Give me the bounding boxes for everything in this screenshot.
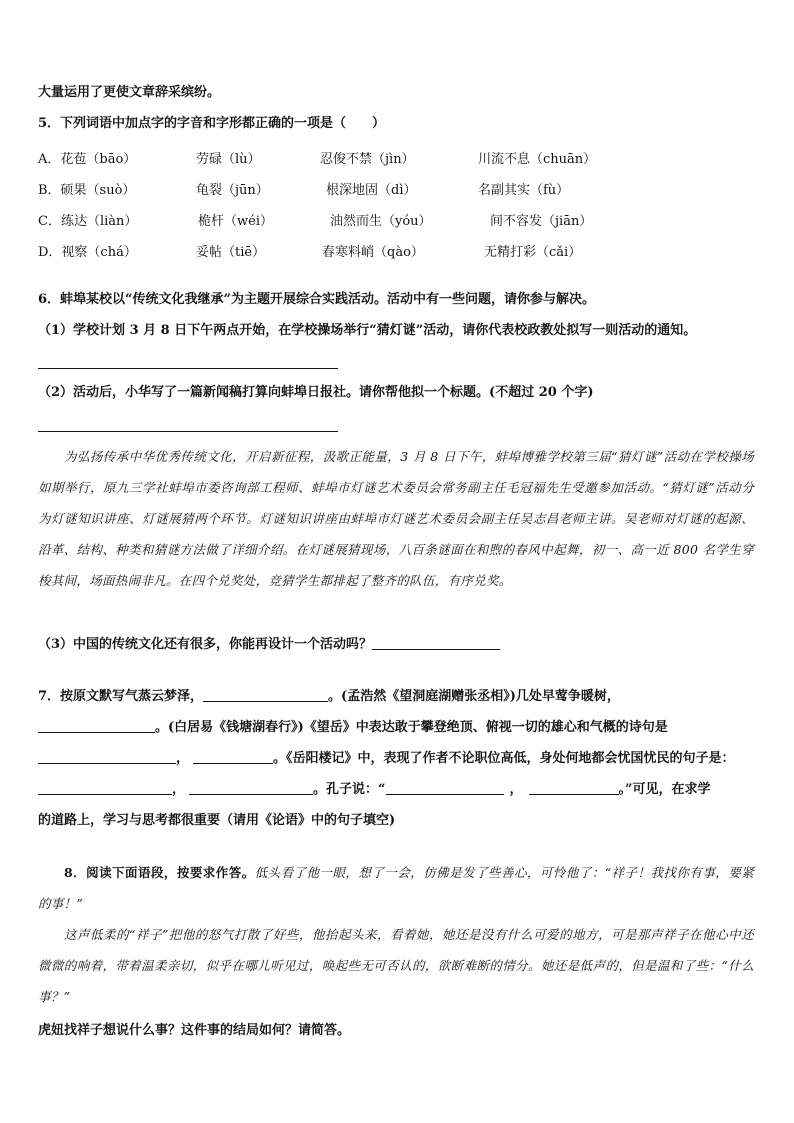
news-article [38, 441, 754, 596]
q8-stem-quote: 低头看了他一眼，想了一会，仿佛是发了些善心，可怜他了：“祥子！我找你有事，要紧的事！” [38, 865, 755, 911]
option-word: 龟裂（jūn） [196, 183, 269, 198]
q7-line-1 [38, 690, 620, 703]
q7-text: 7．按原文默写气蒸云梦泽， [38, 689, 204, 704]
fill-blank[interactable] [38, 762, 176, 764]
q6-part3-row [38, 638, 500, 651]
q6-answer-line-2[interactable] [38, 431, 338, 432]
option-word: 春寒料峭（qào） [322, 245, 424, 260]
q7-text: ， [176, 751, 190, 766]
option-word: 油然而生（yóu） [330, 214, 432, 229]
q6-answer-blank-3[interactable] [372, 648, 500, 650]
q8-question: 虎妞找祥子想说什么事？这件事的结局如何？请简答。 [38, 1023, 351, 1038]
option-word: 桅杆（wéi） [198, 214, 273, 229]
option-word: 川流不息（chuān） [478, 152, 597, 167]
option-word: 间不容发（jiān） [490, 214, 593, 229]
option-word: 劳碌（lù） [196, 152, 261, 167]
q8-stem: 8．阅读下面语段，按要求作答。 [64, 865, 255, 880]
fill-blank[interactable] [38, 793, 172, 795]
q7-line-2 [38, 721, 668, 734]
q7-text: ， [172, 782, 186, 797]
option-word: A．花苞（bāo） [38, 152, 137, 167]
q5-option-b[interactable] [38, 179, 778, 198]
q6-stem: 6．蚌埠某校以“传统文化我继承”为主题开展综合实践活动。活动中有一些问题，请你参与解决。 [38, 292, 596, 307]
q7-line-5: 的道路上，学习与思考都很重要（请用《论语》中的句子填空) [38, 813, 396, 828]
fill-blank[interactable] [193, 762, 273, 764]
option-word: B．硕果（suò） [38, 183, 136, 198]
q5-option-a[interactable] [38, 148, 778, 167]
q6-part2: （2）活动后，小华写了一篇新闻稿打算向蚌埠日报社。请你帮他拟一个标题。(不超过 20 个字) [38, 385, 594, 400]
fill-blank[interactable] [529, 793, 619, 795]
option-word: 忍俊不禁（jìn） [320, 152, 415, 167]
option-word: D．视察（chá） [38, 245, 137, 260]
q7-line-3 [38, 752, 735, 765]
option-word: 无精打彩（cǎi） [484, 245, 582, 260]
q5-option-c[interactable] [38, 210, 778, 229]
q6-part3: （3）中国的传统文化还有很多，你能再设计一个活动吗？ [38, 637, 373, 652]
option-word: 妥帖（tiē） [196, 245, 266, 260]
q7-line-4 [38, 783, 711, 796]
q6-part1: （1）学校计划 3 月 8 日下午两点开始，在学校操场举行“猜灯谜”活动，请你代表校政教处拟写一则活动的通知。 [38, 323, 697, 338]
q7-text: 。(孟浩然《望洞庭湖赠张丞相》)几处早莺争暖树， [328, 689, 620, 704]
fill-blank[interactable] [38, 731, 155, 733]
q8-block [38, 857, 754, 1012]
fill-blank[interactable] [189, 793, 313, 795]
fill-blank[interactable] [203, 700, 328, 702]
option-word: C．练达（liàn） [38, 214, 138, 229]
q5-stem: 5．下列词语中加点字的字音和字形都正确的一项是（ ） [38, 116, 386, 131]
q7-text: ， [509, 782, 523, 797]
option-word: 名副其实（fù） [478, 183, 570, 198]
q8-stem-para [38, 857, 754, 919]
q5-option-d[interactable] [38, 241, 778, 260]
option-word: 根深地固（dì） [326, 183, 417, 198]
q7-text: 。《岳阳楼记》中，表现了作者不论职位高低，身处何地都会忧国忧民的句子是： [273, 751, 735, 766]
q7-text: 。(白居易《钱塘湖春行》)《望岳》中表达敢于攀登绝顶、俯视一切的雄心和气概的诗句是 [155, 720, 668, 735]
news-article-text: 为弘扬传承中华优秀传统文化，开启新征程，汲歌正能量，3 月 8 日下午，蚌埠博雅学校第三届“猜灯谜”活动在学校操场如期举行，原九三学社蚌埠市委咨询部工程师、蚌埠市灯谜艺术委员会常务副主任毛冠福先生受邀参加活动。“猜灯谜”活动分为灯谜知识讲座、灯谜展猜两个环节。灯谜知识讲座由蚌埠市灯谜艺术委员会副主任吴志昌老师主讲。吴老师对灯谜的起源、沿革、结构、种类和猜谜方法做了详细介绍。在灯谜展猜现场，八百条谜面在和煦的春风中起舞，初一、高一近 800 名学生穿梭其间，场面热闹非凡。在四个兑奖处，竞猜学生都排起了整齐的队伍，有序兑奖。 [38, 449, 754, 588]
q6-answer-line-1[interactable] [38, 368, 338, 369]
q7-text: 。”可见，在求学 [618, 782, 711, 797]
fill-blank[interactable] [386, 793, 504, 795]
continuation-line: 大量运用了更使文章辞采缤纷。 [38, 85, 221, 100]
q8-passage: 这声低柔的“祥子”把他的怒气打散了好些，他抬起头来，看着她，她还是没有什么可爱的地方，可是那声祥子在他心中还微微的响着，带着温柔亲切，似乎在哪儿听见过，唤起些无可否认的，欲断难断的情分。她还是低声的，但是温和了些：“什么事？” [38, 927, 754, 1004]
q7-text: 。孔子说：“ [313, 782, 386, 797]
